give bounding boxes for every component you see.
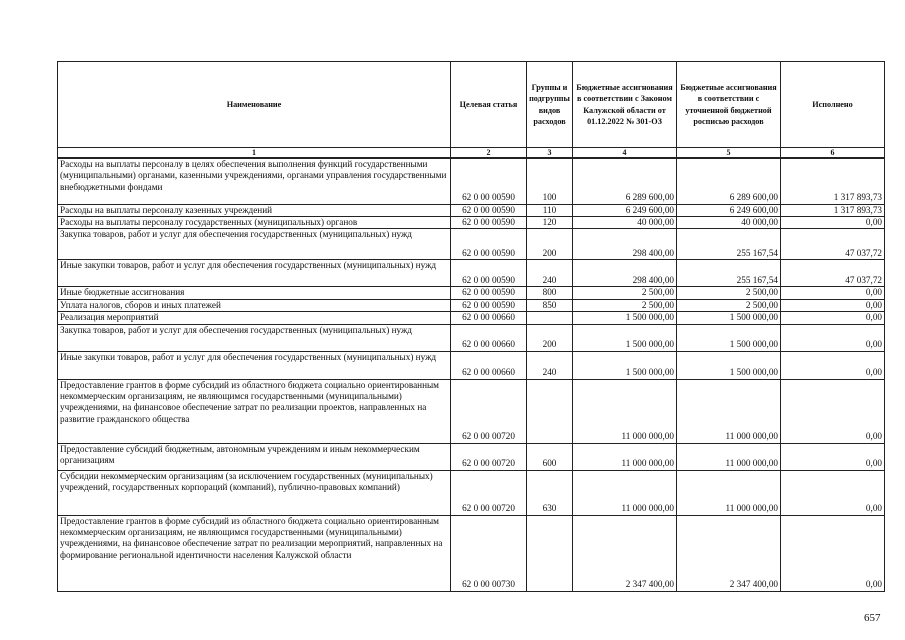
column-number: 2: [451, 148, 527, 159]
row-plan-amount: 6 249 600,00: [677, 204, 781, 216]
row-law-amount: 11 000 000,00: [573, 470, 677, 515]
row-target-article: 62 0 00 00590: [451, 216, 527, 228]
row-plan-amount: 40 000,00: [677, 216, 781, 228]
table-row: [58, 515, 885, 591]
row-executed-amount: 0,00: [781, 470, 885, 515]
header-target-article: Целевая статья: [451, 62, 527, 148]
row-plan-amount: 255 167,54: [677, 260, 781, 287]
row-executed-amount: 47 037,72: [781, 229, 885, 260]
row-name: Иные закупки товаров, работ и услуг для обеспечения государственных (муниципальных) нужд: [58, 351, 451, 379]
header-plan-allocations: Бюджетные ассигнования в соответствии с уточненной бюджетной росписью расходов: [677, 62, 781, 148]
row-executed-amount: 0,00: [781, 299, 885, 311]
row-name: Предоставление грантов в форме субсидий из областного бюджета социально ориентированным некоммерческим организациям, не являющимся государственными (муниципальными) учреждениями, на финансовое обеспечение затрат по реализации проектов, направленных на развитие гражданского общества: [58, 379, 451, 443]
row-name: Расходы на выплаты персоналу государственных (муниципальных) органов: [58, 216, 451, 228]
table-row: [58, 216, 885, 228]
row-plan-amount: 2 500,00: [677, 287, 781, 299]
row-expense-group: 200: [527, 324, 573, 351]
row-target-article: 62 0 00 00590: [451, 204, 527, 216]
table-row: [58, 287, 885, 299]
column-number: 4: [573, 148, 677, 159]
row-name: Субсидии некоммерческим организациям (за исключением государственных (муниципальных) учреждений, государственных корпораций (компаний), публично-правовых компаний): [58, 470, 451, 515]
row-plan-amount: 1 500 000,00: [677, 324, 781, 351]
table-row: [58, 204, 885, 216]
table-row: [58, 470, 885, 515]
row-target-article: 62 0 00 00720: [451, 379, 527, 443]
row-name: Иные закупки товаров, работ и услуг для обеспечения государственных (муниципальных) нужд: [58, 260, 451, 287]
row-law-amount: 298 400,00: [573, 260, 677, 287]
table-row: [58, 260, 885, 287]
row-target-article: 62 0 00 00590: [451, 158, 527, 204]
table-header-row: [58, 62, 885, 148]
column-number-row: [58, 148, 885, 159]
row-plan-amount: 11 000 000,00: [677, 443, 781, 470]
row-executed-amount: 0,00: [781, 312, 885, 324]
row-target-article: 62 0 00 00660: [451, 312, 527, 324]
row-law-amount: 2 500,00: [573, 299, 677, 311]
row-plan-amount: 2 500,00: [677, 299, 781, 311]
row-name: Предоставление грантов в форме субсидий из областного бюджета социально ориентированным некоммерческим организациям, не являющимся государственными (муниципальными) учреждениями, на финансовое обеспечение затрат по реализации мероприятий, направленных на формирование региональной идентичности населения Калужской области: [58, 515, 451, 591]
row-name: Расходы на выплаты персоналу в целях обеспечения выполнения функций государственными (муниципальными) органами, казенными учреждениями, органами управления государственными внебюджетными фондами: [58, 158, 451, 204]
row-expense-group: 630: [527, 470, 573, 515]
row-law-amount: 1 500 000,00: [573, 312, 677, 324]
row-plan-amount: 1 500 000,00: [677, 312, 781, 324]
row-expense-group: 240: [527, 351, 573, 379]
column-number: 5: [677, 148, 781, 159]
budget-execution-table: [57, 61, 885, 592]
header-law-allocations: Бюджетные ассигнования в соответствии с Законом Калужской области от 01.12.2022 № 301-ОЗ: [573, 62, 677, 148]
row-expense-group: 240: [527, 260, 573, 287]
row-name: Уплата налогов, сборов и иных платежей: [58, 299, 451, 311]
row-name: Реализация мероприятий: [58, 312, 451, 324]
table-row: [58, 312, 885, 324]
row-target-article: 62 0 00 00660: [451, 324, 527, 351]
table-row: [58, 299, 885, 311]
row-target-article: 62 0 00 00590: [451, 299, 527, 311]
row-law-amount: 1 500 000,00: [573, 351, 677, 379]
row-law-amount: 40 000,00: [573, 216, 677, 228]
header-expense-groups: Группы и подгруппы видов расходов: [527, 62, 573, 148]
row-executed-amount: 0,00: [781, 351, 885, 379]
row-executed-amount: 0,00: [781, 443, 885, 470]
row-target-article: 62 0 00 00730: [451, 515, 527, 591]
row-name: Расходы на выплаты персоналу казенных учреждений: [58, 204, 451, 216]
row-plan-amount: 11 000 000,00: [677, 470, 781, 515]
row-executed-amount: 0,00: [781, 515, 885, 591]
row-target-article: 62 0 00 00660: [451, 351, 527, 379]
row-expense-group: 120: [527, 216, 573, 228]
row-law-amount: 6 249 600,00: [573, 204, 677, 216]
column-number: 1: [58, 148, 451, 159]
row-target-article: 62 0 00 00720: [451, 443, 527, 470]
page-number: 657: [864, 612, 881, 624]
row-executed-amount: 1 317 893,73: [781, 204, 885, 216]
row-expense-group: 110: [527, 204, 573, 216]
row-target-article: 62 0 00 00590: [451, 260, 527, 287]
row-executed-amount: 1 317 893,73: [781, 158, 885, 204]
row-law-amount: 1 500 000,00: [573, 324, 677, 351]
budget-table-page: [57, 61, 884, 592]
row-expense-group: 200: [527, 229, 573, 260]
row-name: Закупка товаров, работ и услуг для обеспечения государственных (муниципальных) нужд: [58, 324, 451, 351]
row-expense-group: 600: [527, 443, 573, 470]
table-row: [58, 158, 885, 204]
row-plan-amount: 255 167,54: [677, 229, 781, 260]
row-expense-group: 100: [527, 158, 573, 204]
row-plan-amount: 6 289 600,00: [677, 158, 781, 204]
table-row: [58, 229, 885, 260]
table-row: [58, 351, 885, 379]
row-expense-group: [527, 312, 573, 324]
row-name: Закупка товаров, работ и услуг для обеспечения государственных (муниципальных) нужд: [58, 229, 451, 260]
table-row: [58, 443, 885, 470]
row-expense-group: [527, 379, 573, 443]
row-target-article: 62 0 00 00590: [451, 229, 527, 260]
row-target-article: 62 0 00 00720: [451, 470, 527, 515]
row-target-article: 62 0 00 00590: [451, 287, 527, 299]
column-number: 6: [781, 148, 885, 159]
row-executed-amount: 0,00: [781, 216, 885, 228]
row-law-amount: 2 347 400,00: [573, 515, 677, 591]
table-row: [58, 324, 885, 351]
header-executed: Исполнено: [781, 62, 885, 148]
row-law-amount: 11 000 000,00: [573, 443, 677, 470]
row-law-amount: 298 400,00: [573, 229, 677, 260]
row-executed-amount: 0,00: [781, 324, 885, 351]
column-number: 3: [527, 148, 573, 159]
row-name: Предоставление субсидий бюджетным, автономным учреждениям и иным некоммерческим организациям: [58, 443, 451, 470]
row-law-amount: 2 500,00: [573, 287, 677, 299]
row-plan-amount: 2 347 400,00: [677, 515, 781, 591]
row-expense-group: 800: [527, 287, 573, 299]
row-name: Иные бюджетные ассигнования: [58, 287, 451, 299]
row-law-amount: 6 289 600,00: [573, 158, 677, 204]
row-expense-group: [527, 515, 573, 591]
row-executed-amount: 0,00: [781, 379, 885, 443]
row-expense-group: 850: [527, 299, 573, 311]
row-executed-amount: 0,00: [781, 287, 885, 299]
row-law-amount: 11 000 000,00: [573, 379, 677, 443]
row-plan-amount: 1 500 000,00: [677, 351, 781, 379]
header-name: Наименование: [58, 62, 451, 148]
row-plan-amount: 11 000 000,00: [677, 379, 781, 443]
table-row: [58, 379, 885, 443]
row-executed-amount: 47 037,72: [781, 260, 885, 287]
